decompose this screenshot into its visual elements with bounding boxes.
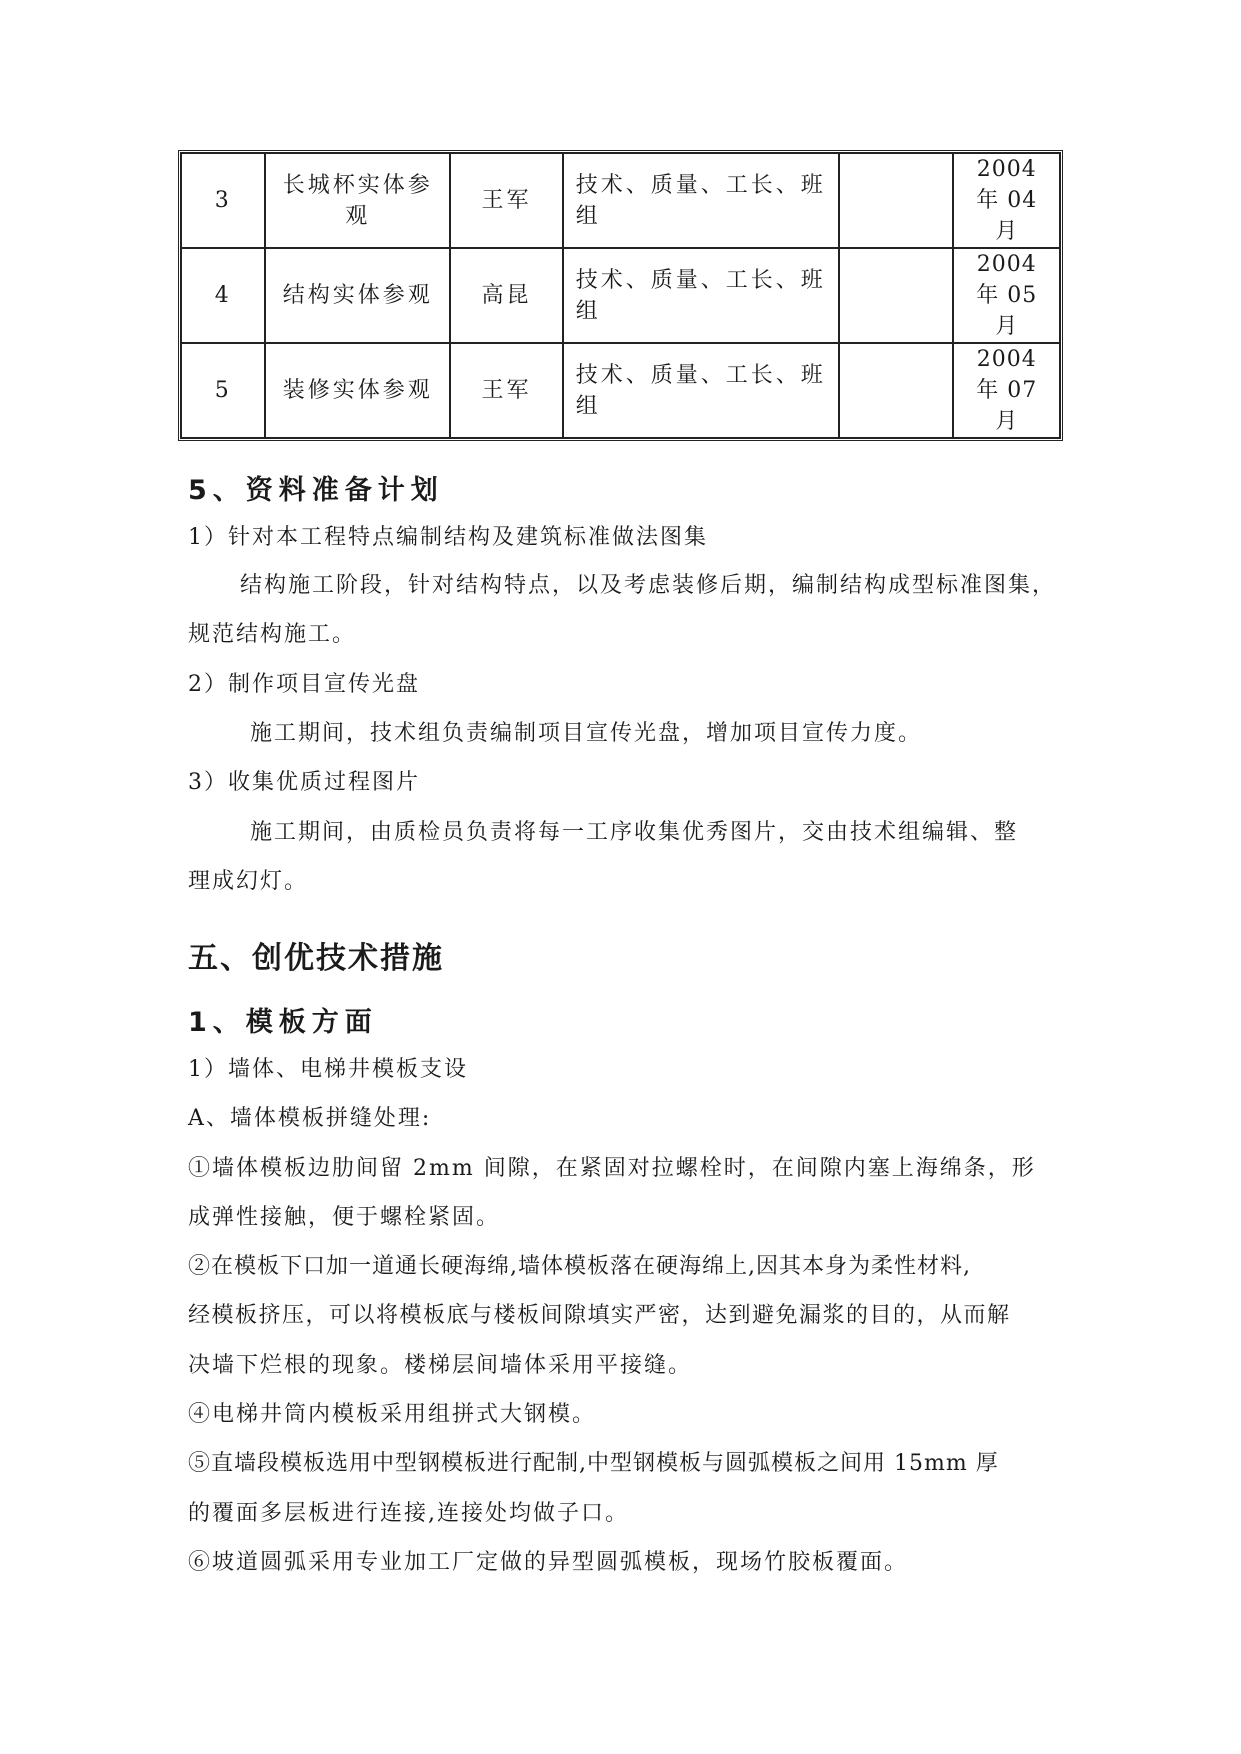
row-number: 4 xyxy=(181,248,265,343)
paragraph-line: 结构施工阶段，针对结构特点，以及考虑装修后期，编制结构成型标准图集， xyxy=(240,573,1057,598)
item-title: 1）针对本工程特点编制结构及建筑标准做法图集 xyxy=(188,525,708,550)
activity-name: 长城杯实体参观 xyxy=(265,153,450,248)
table-row xyxy=(181,153,1060,248)
row-number: 5 xyxy=(181,343,265,438)
participants: 技术、质量、工长、班组 xyxy=(563,248,839,343)
paragraph-line: 的覆面多层板进行连接,连接处均做子口。 xyxy=(188,1501,629,1526)
paragraph-line: ①墙体模板边肋间留 2mm 间隙，在紧固对拉螺栓时，在间隙内塞上海绵条，形 xyxy=(188,1156,1036,1181)
table-row xyxy=(181,248,1060,343)
date-cell xyxy=(953,153,1060,248)
responsible-person: 王军 xyxy=(450,343,563,438)
date-month: 年 05 xyxy=(976,283,1038,308)
responsible-person: 王军 xyxy=(450,153,563,248)
date-year: 2004 xyxy=(976,252,1037,277)
date-unit: 月 xyxy=(995,314,1019,339)
item-title: 1）墙体、电梯井模板支设 xyxy=(188,1057,468,1082)
section-heading-materials-plan: 5、资料准备计划 xyxy=(188,475,444,506)
item-title: 3）收集优质过程图片 xyxy=(188,770,420,795)
chapter-heading: 五、创优技术措施 xyxy=(188,941,444,976)
responsible-person: 高昆 xyxy=(450,248,563,343)
paragraph-line: 规范结构施工。 xyxy=(188,622,357,647)
paragraph-line: 经模板挤压，可以将模板底与楼板间隙填实严密，达到避免漏浆的目的，从而解 xyxy=(188,1303,1011,1328)
activity-name: 结构实体参观 xyxy=(265,248,450,343)
date-month: 年 07 xyxy=(976,378,1038,403)
participants: 技术、质量、工长、班组 xyxy=(563,343,839,438)
activity-table xyxy=(178,150,1063,441)
sub-item-title: A、墙体模板拼缝处理: xyxy=(188,1106,432,1131)
paragraph-line: 施工期间，由质检员负责将每一工序收集优秀图片，交由技术组编辑、整 xyxy=(250,820,1019,845)
row-number: 3 xyxy=(181,153,265,248)
empty-cell xyxy=(839,153,954,248)
paragraph-line: 理成幻灯。 xyxy=(188,869,309,894)
paragraph-line: ④电梯井筒内模板采用组拼式大钢模。 xyxy=(188,1402,597,1427)
empty-cell xyxy=(839,248,954,343)
date-unit: 月 xyxy=(995,409,1019,434)
date-cell xyxy=(953,343,1060,438)
date-month: 年 04 xyxy=(976,188,1038,213)
date-year: 2004 xyxy=(976,157,1037,182)
date-year: 2004 xyxy=(976,347,1037,372)
paragraph-line: ⑤直墙段模板选用中型钢模板进行配制,中型钢模板与圆弧模板之间用 15mm 厚 xyxy=(188,1451,999,1476)
empty-cell xyxy=(839,343,954,438)
paragraph-line: ②在模板下口加一道通长硬海绵,墙体模板落在硬海绵上,因其本身为柔性材料, xyxy=(188,1254,971,1279)
participants: 技术、质量、工长、班组 xyxy=(563,153,839,248)
date-cell xyxy=(953,248,1060,343)
table-row xyxy=(181,343,1060,438)
item-title: 2）制作项目宣传光盘 xyxy=(188,672,420,697)
paragraph-line: ⑥坡道圆弧采用专业加工厂定做的异型圆弧模板，现场竹胶板覆面。 xyxy=(188,1550,909,1575)
paragraph-line: 成弹性接触，便于螺栓紧固。 xyxy=(188,1205,501,1230)
date-unit: 月 xyxy=(995,219,1019,244)
section-heading-formwork: 1、模板方面 xyxy=(188,1007,378,1038)
paragraph-line: 施工期间，技术组负责编制项目宣传光盘，增加项目宣传力度。 xyxy=(250,721,923,746)
activity-name: 装修实体参观 xyxy=(265,343,450,438)
paragraph-line: 决墙下烂根的现象。楼梯层间墙体采用平接缝。 xyxy=(188,1353,693,1378)
